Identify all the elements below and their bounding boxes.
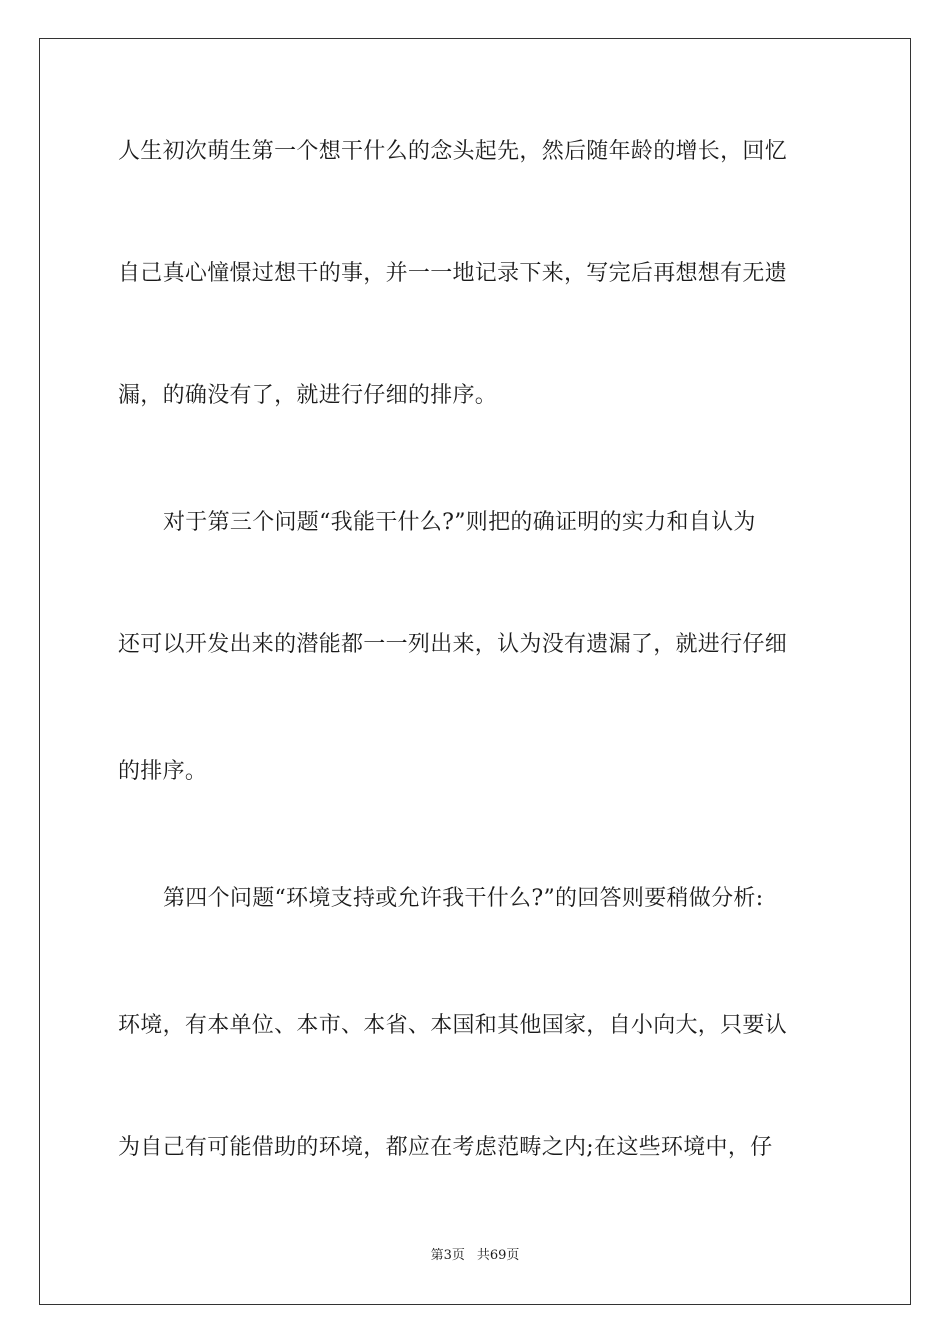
- body-text-line: 漏，的确没有了，就进行仔细的排序。: [118, 383, 498, 408]
- page-number: 第3页: [430, 1248, 465, 1263]
- page-total: 共69页: [476, 1248, 520, 1263]
- body-text-line: 为自己有可能借助的环境，都应在考虑范畴之内;在这些环境中，仔: [118, 1135, 773, 1160]
- page-frame: [39, 38, 911, 1305]
- page-footer: [0, 1247, 950, 1265]
- body-text-line: 人生初次萌生第一个想干什么的念头起先，然后随年龄的增长，回忆: [118, 139, 788, 164]
- paragraph-first-line: 对于第三个问题“我能干什么?”则把的确证明的实力和自认为: [163, 510, 756, 535]
- body-text-line: 的排序。: [118, 759, 208, 784]
- body-text-line: 环境，有本单位、本市、本省、本国和其他国家，自小向大，只要认: [118, 1013, 788, 1038]
- body-text-line: 还可以开发出来的潜能都一一列出来，认为没有遗漏了，就进行仔细: [118, 632, 788, 657]
- body-text-line: 自己真心憧憬过想干的事，并一一地记录下来，写完后再想想有无遗: [118, 261, 788, 286]
- paragraph-first-line: 第四个问题“环境支持或允许我干什么?”的回答则要稍做分析:: [163, 886, 764, 911]
